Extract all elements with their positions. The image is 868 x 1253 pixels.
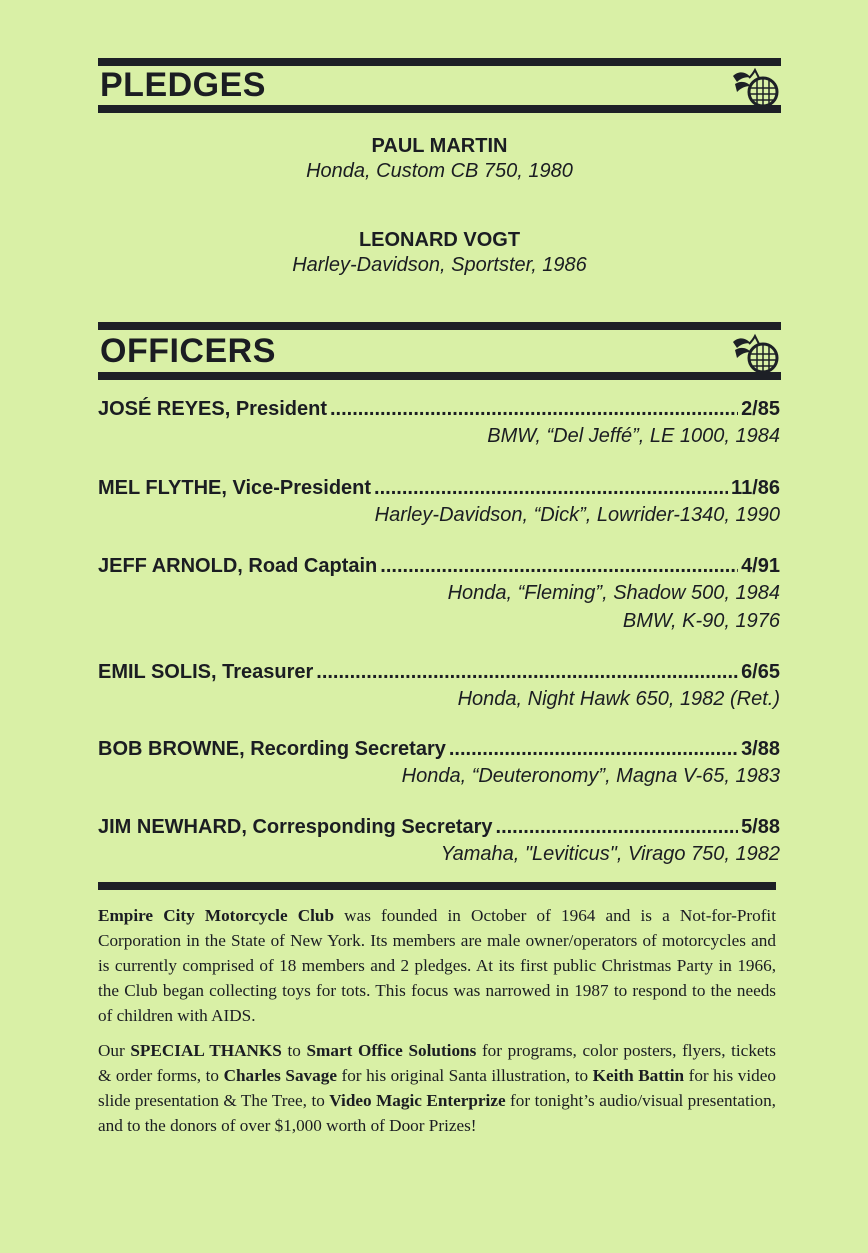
pledges-header xyxy=(98,58,781,116)
dot-leader xyxy=(330,397,738,422)
thanks-text: for tonight’s audio/visual presentation, and to the donors of over $1,000 worth of Door Prizes! xyxy=(98,1091,776,1135)
sponsor-name: Smart Office Solutions xyxy=(306,1041,477,1060)
officer-entry xyxy=(98,554,780,635)
christmas-ornament-icon xyxy=(729,332,781,374)
thanks-text: for programs, color posters, flyers, tickets & order forms, to xyxy=(98,1041,777,1085)
officer-bike: Harley-Davidson, “Dick”, Lowrider-1340, 1990 xyxy=(374,504,780,526)
thanks-text: for his original Santa illustration, to xyxy=(336,1066,593,1085)
section-divider xyxy=(98,882,776,890)
officer-bike: Honda, Night Hawk 650, 1982 (Ret.) xyxy=(457,688,780,710)
officer-bike: BMW, K-90, 1976 xyxy=(622,610,780,632)
thanks-text: to xyxy=(281,1041,307,1060)
officer-name: BOB BROWNE, Recording Secretary xyxy=(98,738,446,760)
thanks-paragraph xyxy=(98,1038,776,1138)
officers-heading: OFFICERS xyxy=(100,332,276,370)
sponsor-name: Keith Battin xyxy=(592,1066,685,1085)
pledge-name: PAUL MARTIN xyxy=(371,135,508,157)
officer-date: 5/88 xyxy=(741,816,780,838)
officer-bike: Yamaha, "Leviticus", Virago 750, 1982 xyxy=(440,843,780,865)
header-rule-bottom xyxy=(98,372,781,380)
officer-name: JIM NEWHARD, Corresponding Secretary xyxy=(98,816,493,838)
special-thanks: SPECIAL THANKS xyxy=(130,1041,282,1060)
officer-name: MEL FLYTHE, Vice-President xyxy=(98,477,372,499)
pledge-bike: Harley-Davidson, Sportster, 1986 xyxy=(292,254,587,276)
officer-entry xyxy=(98,737,780,790)
officer-bike: BMW, “Del Jeffé”, LE 1000, 1984 xyxy=(487,425,780,447)
header-rule-top xyxy=(98,322,781,330)
dot-leader xyxy=(449,737,738,762)
about-paragraph xyxy=(98,903,776,1028)
officer-bike: Honda, “Deuteronomy”, Magna V-65, 1983 xyxy=(401,765,780,787)
pledges-heading: PLEDGES xyxy=(100,66,266,104)
officer-date: 6/65 xyxy=(741,661,780,683)
officer-date: 3/88 xyxy=(741,738,780,760)
officer-entry xyxy=(98,397,780,450)
officer-entry xyxy=(98,476,780,529)
dot-leader xyxy=(316,660,738,685)
pledge-name: LEONARD VOGT xyxy=(358,229,521,251)
officer-date: 4/91 xyxy=(741,555,780,577)
officer-date: 11/86 xyxy=(731,477,780,499)
officer-name: JOSÉ REYES, President xyxy=(98,398,327,420)
officer-name: JEFF ARNOLD, Road Captain xyxy=(98,555,378,577)
pledge-bike: Honda, Custom CB 750, 1980 xyxy=(306,160,573,182)
officers-header xyxy=(98,322,781,382)
dot-leader xyxy=(380,554,738,579)
dot-leader xyxy=(496,815,739,840)
officer-date: 2/85 xyxy=(741,398,780,420)
officer-bike: Honda, “Fleming”, Shadow 500, 1984 xyxy=(447,582,780,604)
pledge-entry xyxy=(98,134,781,184)
sponsor-name: Video Magic Enterprize xyxy=(329,1091,506,1110)
dot-leader xyxy=(374,476,728,501)
christmas-ornament-icon xyxy=(729,66,781,108)
sponsor-name: Charles Savage xyxy=(223,1066,337,1085)
officer-name: EMIL SOLIS, Treasurer xyxy=(98,661,314,683)
about-text: was founded in October of 1964 and is a Not-for-Profit Corporation in the State of New York. Its members are male owner/operators of motorcycles and is currently comprised of 18 members and 2 pledges. At its first public Christmas Party in 1966, the Club began collecting toys for tots. This focus was narrowed in 1987 to respond to the needs of children with AIDS. xyxy=(98,906,776,1025)
thanks-text: Our xyxy=(98,1041,131,1060)
officer-entry xyxy=(98,815,780,868)
header-rule-top xyxy=(98,58,781,66)
club-name: Empire City Motorcycle Club xyxy=(98,906,335,925)
header-rule-bottom xyxy=(98,105,781,113)
thanks-text: for his video slide presentation & The Tree, to xyxy=(98,1066,776,1110)
pledge-entry xyxy=(98,228,781,278)
officer-entry xyxy=(98,660,780,713)
